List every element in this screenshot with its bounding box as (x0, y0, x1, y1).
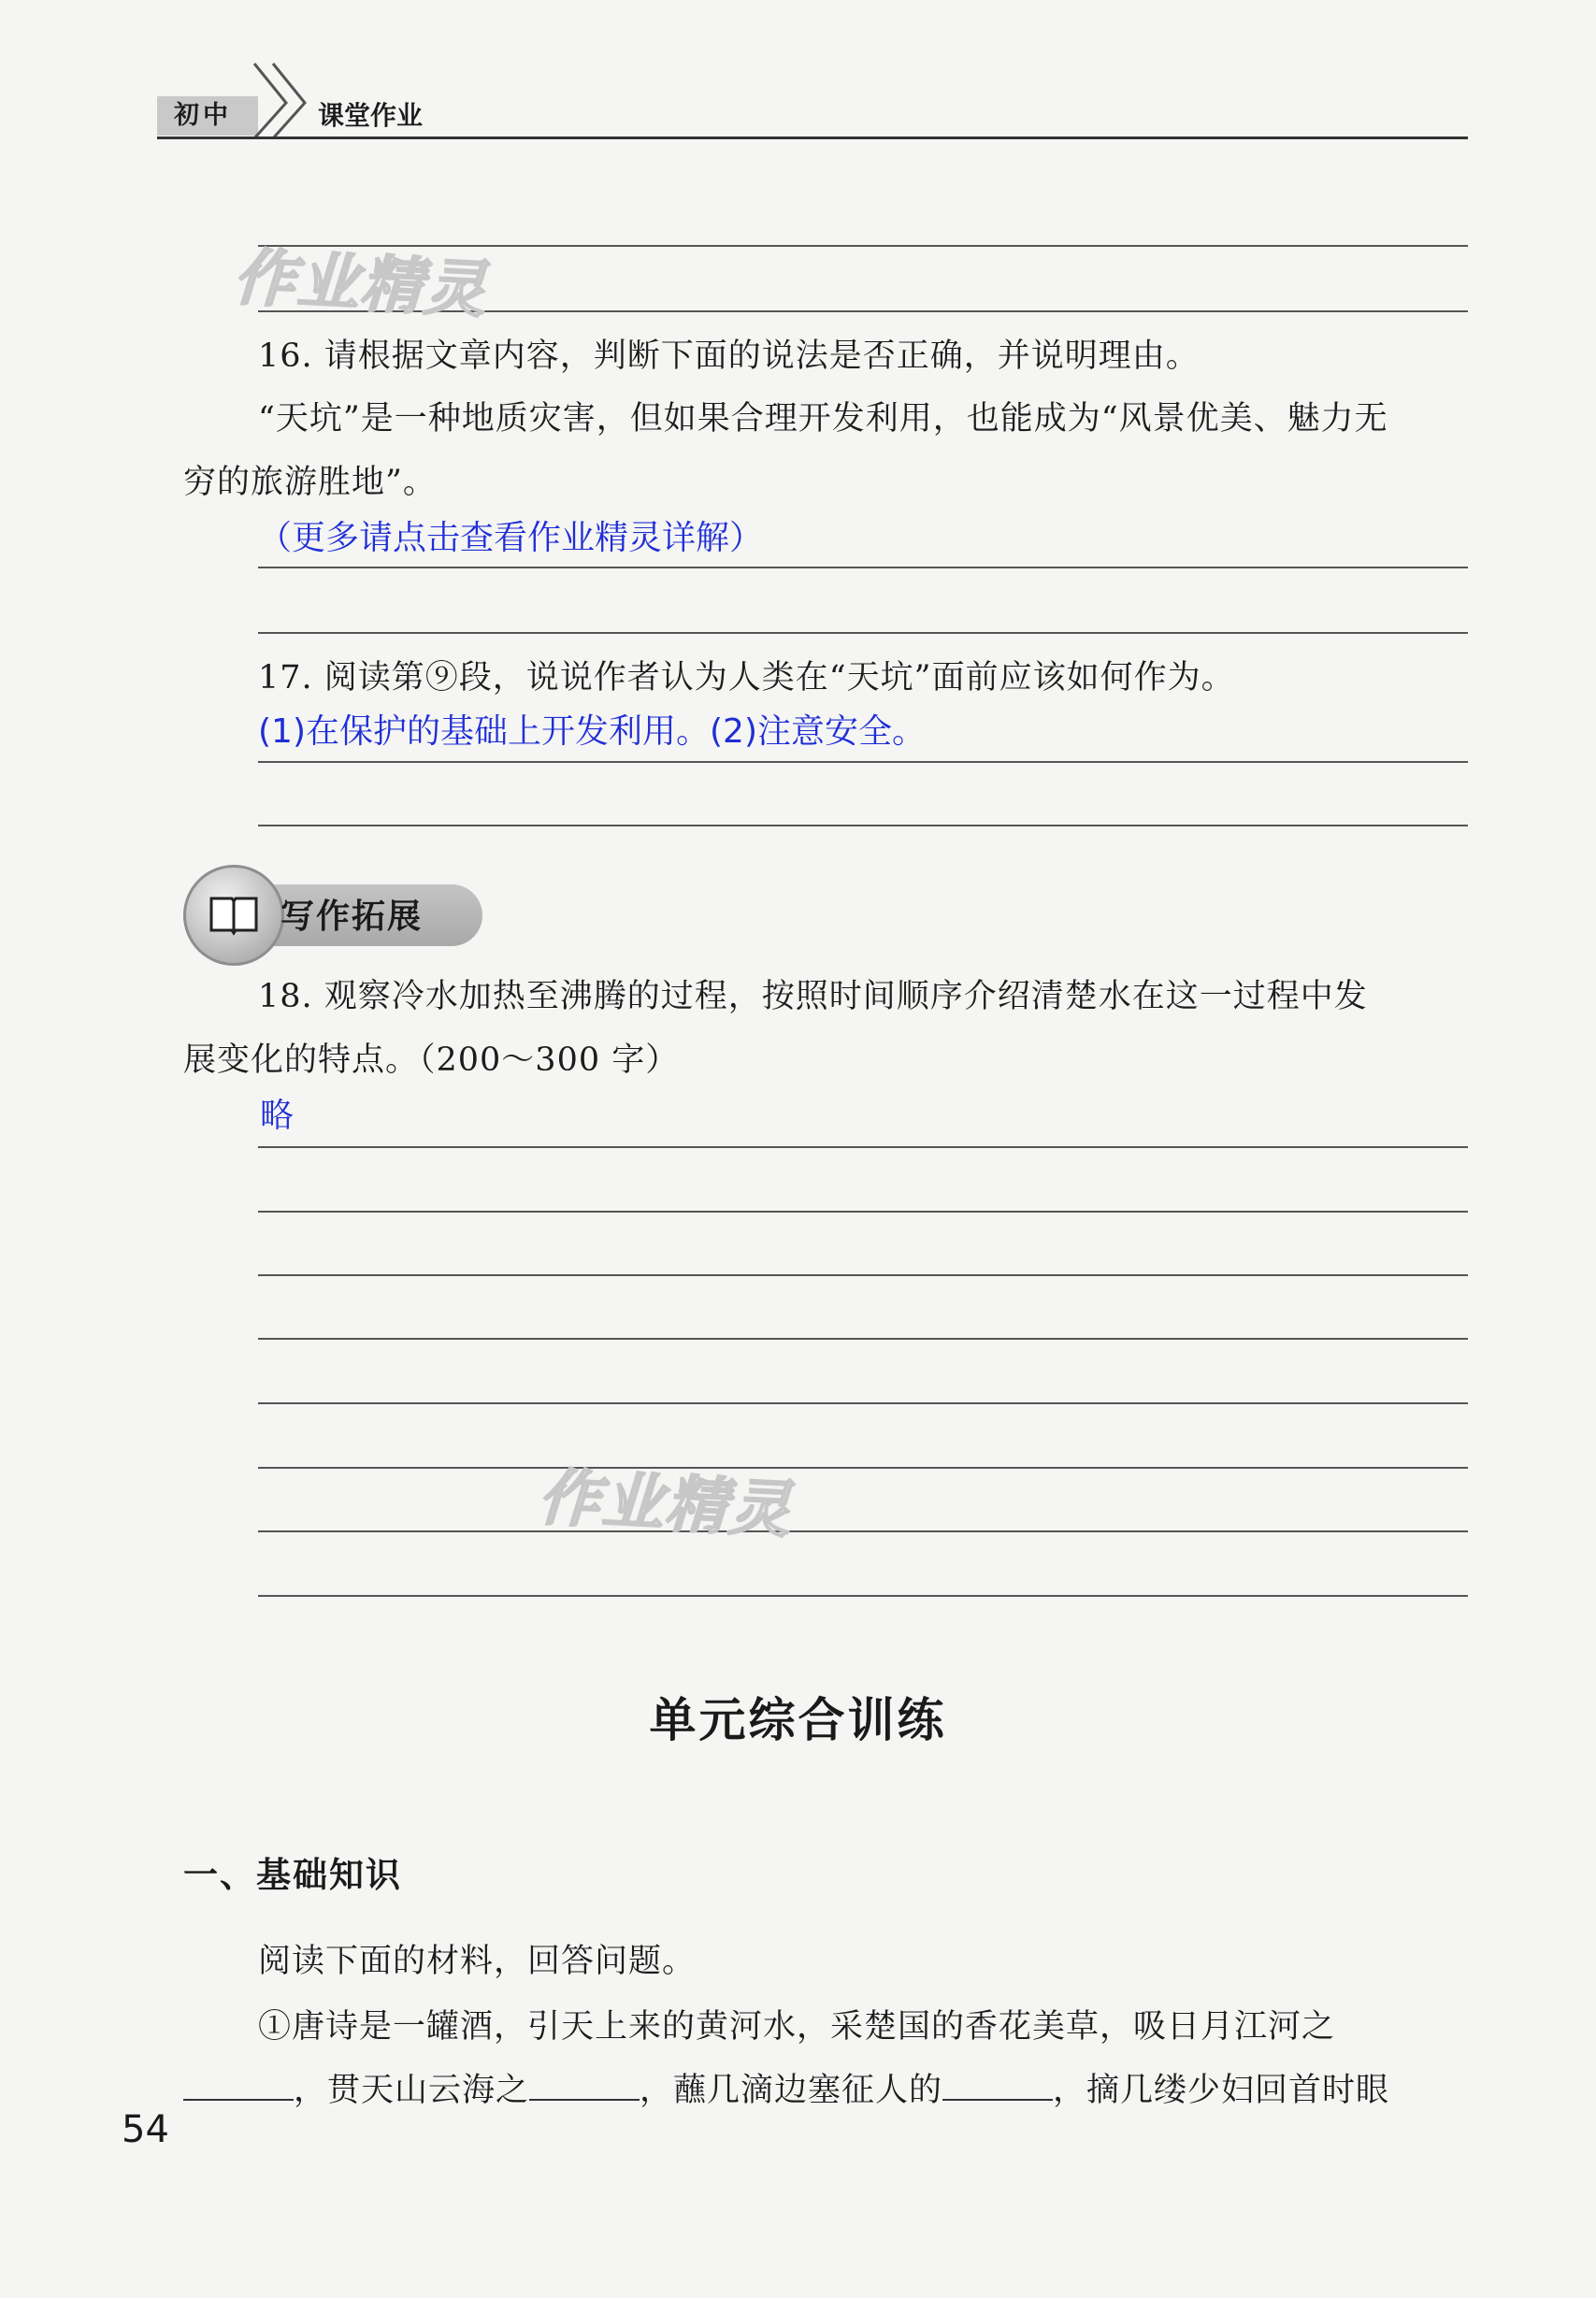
q18-prompt-line1: 18. 观察冷水加热至沸腾的过程，按照时间顺序介绍清楚水在这一过程中发 (258, 978, 1368, 1015)
part1-heading: 一、基础知识 (183, 1854, 402, 1895)
q16-statement-line2: 穷的旅游胜地”。 (183, 464, 437, 501)
answer-line (258, 761, 1468, 763)
answer-line (258, 1274, 1468, 1276)
unit-title: 单元综合训练 (649, 1693, 947, 1747)
section-badge-label: 写作拓展 (280, 897, 424, 936)
answer-line (258, 1402, 1468, 1404)
fill-blank-1[interactable] (183, 2071, 294, 2101)
double-chevron-icon (247, 56, 314, 140)
page-number: 54 (122, 2108, 169, 2151)
q17-answer: (1)在保护的基础上开发利用。(2)注意安全。 (258, 712, 926, 751)
answer-line (258, 632, 1468, 634)
header-level-tag: 初中 (157, 96, 258, 136)
q17-prompt: 17. 阅读第⑨段，说说作者认为人类在“天坑”面前应该如何作为。 (258, 659, 1235, 697)
answer-line (258, 1467, 1468, 1469)
header-series-title: 课堂作业 (318, 100, 424, 131)
answer-line (258, 1211, 1468, 1213)
part1-intro: 阅读下面的材料，回答问题。 (258, 1943, 697, 1980)
q16-statement-line1: “天坑”是一种地质灾害，但如果合理开发利用，也能成为“风景优美、魅力无 (258, 400, 1388, 438)
answer-line (258, 567, 1468, 568)
text-segment: ，蘸几滴边塞征人的 (640, 2072, 943, 2109)
q16-prompt: 16. 请根据文章内容，判断下面的说法是否正确，并说明理由。 (258, 338, 1200, 375)
fill-blank-2[interactable] (529, 2071, 640, 2101)
fill-blank-3[interactable] (942, 2071, 1053, 2101)
answer-line (258, 1530, 1468, 1532)
book-icon (208, 893, 260, 936)
q18-answer: 略 (260, 1097, 295, 1135)
part1-paragraph-line2 (183, 2069, 1389, 2112)
answer-line (258, 1338, 1468, 1340)
watermark: 作业精灵 (231, 240, 490, 327)
watermark: 作业精灵 (536, 1460, 795, 1547)
answer-line (258, 825, 1468, 826)
q16-answer-link[interactable]: （更多请点击查看作业精灵详解） (258, 519, 764, 557)
header-divider (157, 136, 1468, 139)
text-segment: ，摘几缕少妇回首时眼 (1053, 2072, 1390, 2109)
answer-line (258, 1595, 1468, 1597)
part1-paragraph-line1: ①唐诗是一罐酒，引天上来的黄河水，采楚国的香花美草，吸日月江河之 (258, 2008, 1336, 2046)
q18-prompt-line2: 展变化的特点。（200～300 字） (183, 1041, 680, 1079)
text-segment: ，贯天山云海之 (294, 2072, 530, 2109)
answer-line (258, 1146, 1468, 1148)
